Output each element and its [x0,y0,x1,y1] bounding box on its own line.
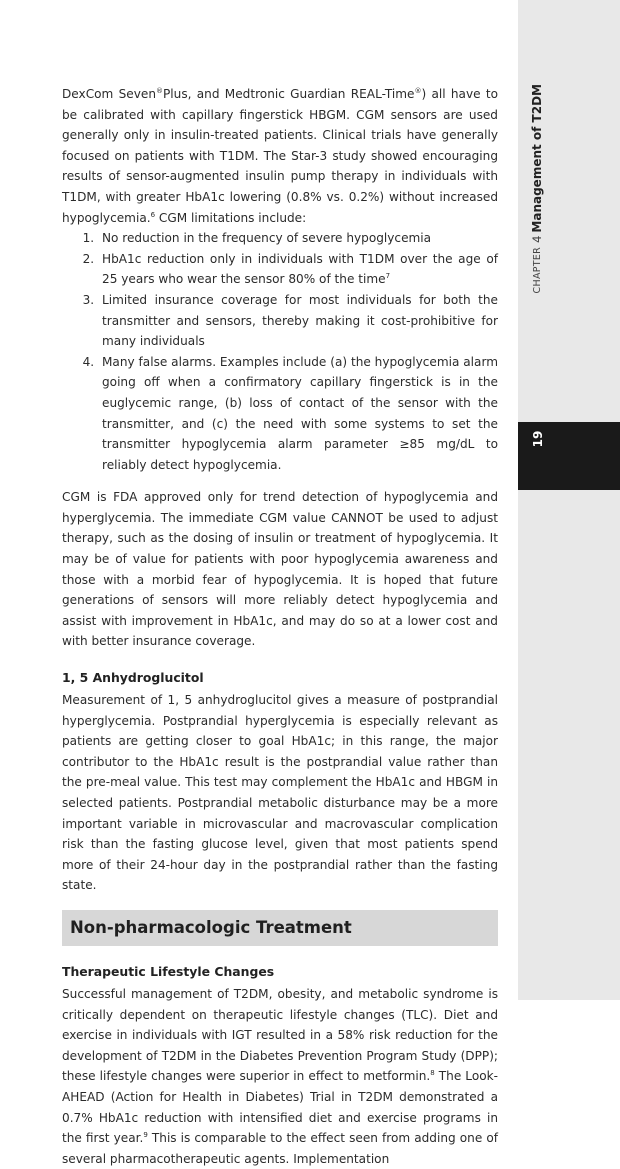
list-item [98,228,498,249]
text-run: Successful management of T2DM, obesity, and metabolic syndrome is critically dependent on therapeutic lifestyle changes (TLC). Diet and exercise in individuals with IGT resulted in a 58% risk reduction for the development of T2DM in the Diabetes Prevention Program Study (DPP); these lifestyle changes were superior in effect to metformin. [62,986,498,1084]
reference-superscript: 8 [430,1069,435,1078]
registered-mark: ® [414,87,422,95]
list-item-text: No reduction in the frequency of severe hypoglycemia [102,231,432,246]
chapter-title: Management of T2DM [530,84,544,233]
registered-mark: ® [156,87,163,95]
list-item-text: Many false alarms. Examples include (a) the hypoglycemia alarm going off when a confirmatory capillary fingerstick is in the euglycemic range, (b) loss of contact of the sensor with the transmitter, and (c) the need with some systems to set the transmitter hypoglycemia alarm parameter ≥85 mg/dL to reliably detect hypoglycemia. [102,354,498,472]
section-heading: Non-pharmacologic Treatment [70,917,352,937]
reference-superscript: 9 [143,1131,148,1140]
list-item-text: HbA1c reduction only in individuals with T1DM over the age of 25 years who wear the sensor 80% of the time [102,251,498,287]
cgm-paragraph [62,84,498,228]
list-item [98,352,498,476]
text-run: The Look-AHEAD (Action for Health in Diabetes) Trial in T2DM demonstrated a 0.7% HbA1c reduction with intensified diet and exercise programs in the first year. [62,1069,498,1146]
anhydroglucitol-heading: 1, 5 Anhydroglucitol [62,670,204,686]
list-item [98,290,498,352]
section-heading-box [62,910,498,946]
text-run: DexCom Seven [62,87,156,101]
text-run: CGM limitations include: [155,210,307,225]
cgm-fda-paragraph: CGM is FDA approved only for trend detection of hypoglycemia and hyperglycemia. The immediate CGM value CANNOT be used to adjust therapy, such as the dosing of insulin or treatment of hypoglycemia. It may be of value for patients with poor hypoglycemia awareness and those with a morbid fear of hypoglycemia. It is hoped that future generations of sensors will more reliably detect hypoglycemia and assist with improvement in HbA1c, and may do so at a lower cost and with better insurance coverage. [62,490,498,649]
text-run: Plus, and Medtronic Guardian REAL-Time [163,87,415,101]
reference-superscript: 7 [385,272,391,281]
list-item [98,249,498,290]
anhydroglucitol-paragraph: Measurement of 1, 5 anhydroglucitol gives a measure of postprandial hyperglycemia. Postprandial hyperglycemia is especially relevant as patients are getting closer to goal HbA1c; in this range, the major contributor to the HbA1c result is the postprandial value rather than the pre-meal value. This test may complement the HbA1c and HBGM in selected patients. Postprandial metabolic disturbance may be a more important variable in microvascular and macrovascular complication risk than the fasting glucose level, given that most patients spend more of their 24-hour day in the postprandial rather than the fasting state. [62,693,498,893]
chapter-word: CHAPTER [531,246,543,294]
tlc-paragraph [62,984,498,1169]
text-run: This is comparable to the effect seen from adding one of several pharmacotherapeutic agents. Implementation [62,1131,498,1166]
reference-superscript: 6 [150,210,156,219]
cgm-limitations-list [62,228,498,475]
list-item-text: Limited insurance coverage for most individuals for both the transmitter and sensors, thereby making it cost-prohibitive for many individuals [102,292,498,349]
chapter-running-head [526,84,548,294]
chapter-number: 4 [530,235,544,243]
text-run: ) all have to be calibrated with capillary fingerstick HBGM. CGM sensors are used generally only in insulin-treated patients. Clinical trials have generally focused on patients with T1DM. The Star-3 study showed encouraging results of sensor-augmented insulin pump therapy in individuals with T1DM, with greater HbA1c lowering (0.8% vs. 0.2%) without increased hypoglycemia. [62,87,499,225]
page-number: 19 [531,430,545,448]
tlc-heading: Therapeutic Lifestyle Changes [62,963,275,979]
main-text-column [62,84,498,1169]
page-number-holder [530,428,546,450]
